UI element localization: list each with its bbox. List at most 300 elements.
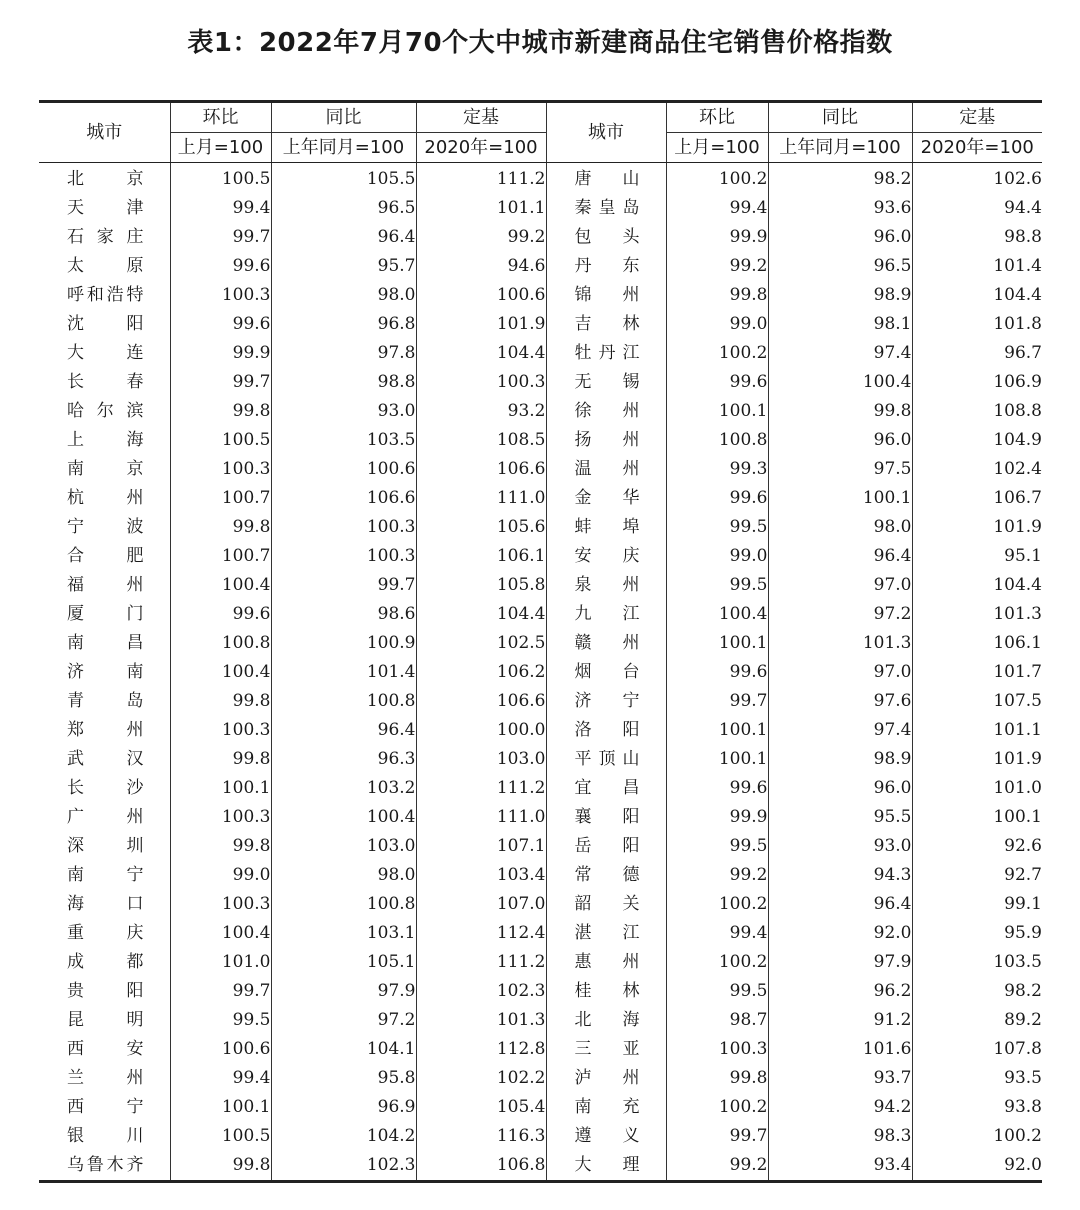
city-name: 锦 州 (574, 285, 640, 305)
yoy-value: 97.4 (768, 716, 912, 745)
yoy-value: 102.3 (271, 1151, 416, 1182)
header-fixed-left: 定基 (416, 102, 546, 133)
table-row (39, 803, 1042, 832)
mom-value: 100.5 (170, 426, 271, 455)
city-cell-right (546, 600, 666, 629)
city-cell-left (39, 455, 170, 484)
fixed-value: 106.2 (416, 658, 546, 687)
table-row (39, 397, 1042, 426)
table-row (39, 977, 1042, 1006)
fixed-value: 101.9 (416, 310, 546, 339)
city-cell-right (546, 1122, 666, 1151)
yoy-value: 103.0 (271, 832, 416, 861)
yoy-value: 103.5 (271, 426, 416, 455)
fixed-value: 108.8 (993, 401, 1042, 421)
city-cell-right (546, 687, 666, 716)
fixed-value: 98.8 (1004, 227, 1042, 247)
city-name: 秦 皇 岛 (574, 198, 640, 218)
mom-value: 101.0 (170, 948, 271, 977)
mom-value: 99.5 (666, 571, 768, 600)
yoy-value: 104.2 (271, 1122, 416, 1151)
yoy-value: 103.2 (271, 774, 416, 803)
city-name: 烟 台 (574, 662, 640, 682)
mom-value: 100.4 (170, 658, 271, 687)
city-name: 乌 鲁 木 齐 (67, 1155, 144, 1175)
fixed-value: 104.4 (416, 600, 546, 629)
table-row (39, 426, 1042, 455)
city-cell-right (546, 629, 666, 658)
fixed-value: 102.5 (416, 629, 546, 658)
city-cell-left (39, 774, 170, 803)
city-cell-right (546, 571, 666, 600)
city-name: 北 京 (67, 169, 144, 189)
yoy-value: 96.0 (768, 223, 912, 252)
yoy-value: 98.9 (768, 281, 912, 310)
table-title: 表1：2022年7月70个大中城市新建商品住宅销售价格指数 (187, 28, 893, 58)
city-name: 武 汉 (67, 749, 144, 769)
header-city-left: 城市 (39, 102, 170, 163)
city-name: 泉 州 (574, 575, 640, 595)
city-cell-right (546, 426, 666, 455)
city-name: 洛 阳 (574, 720, 640, 740)
mom-value: 100.2 (666, 890, 768, 919)
table-row (39, 484, 1042, 513)
fixed-value: 99.1 (1004, 894, 1042, 914)
yoy-value: 96.0 (768, 426, 912, 455)
yoy-value: 96.5 (768, 252, 912, 281)
mom-value: 99.8 (170, 1151, 271, 1182)
city-name: 呼 和 浩 特 (67, 285, 144, 305)
mom-value: 100.1 (666, 716, 768, 745)
fixed-value: 102.2 (416, 1064, 546, 1093)
city-name: 郑 州 (67, 720, 144, 740)
city-name: 西 宁 (67, 1097, 144, 1117)
yoy-value: 101.6 (768, 1035, 912, 1064)
mom-value: 100.5 (170, 163, 271, 195)
yoy-value: 97.4 (768, 339, 912, 368)
city-name: 贵 阳 (67, 981, 144, 1001)
yoy-value: 94.2 (768, 1093, 912, 1122)
fixed-value: 106.6 (416, 455, 546, 484)
mom-value: 99.6 (666, 774, 768, 803)
mom-value: 99.7 (666, 1122, 768, 1151)
city-name: 长 沙 (67, 778, 144, 798)
fixed-value: 101.4 (993, 256, 1042, 276)
city-cell-left (39, 513, 170, 542)
fixed-value: 107.8 (993, 1039, 1042, 1059)
fixed-value: 103.4 (416, 861, 546, 890)
city-cell-right (546, 658, 666, 687)
mom-value: 99.8 (170, 397, 271, 426)
yoy-value: 95.5 (768, 803, 912, 832)
yoy-value: 93.0 (271, 397, 416, 426)
fixed-value: 101.1 (416, 194, 546, 223)
mom-value: 99.7 (170, 977, 271, 1006)
table-row (39, 832, 1042, 861)
city-cell-right (546, 832, 666, 861)
mom-value: 99.8 (666, 1064, 768, 1093)
header-fixed-right: 定基 (912, 102, 1042, 133)
table-row (39, 339, 1042, 368)
yoy-value: 100.8 (271, 687, 416, 716)
city-name: 兰 州 (67, 1068, 144, 1088)
city-cell-left (39, 716, 170, 745)
yoy-value: 97.6 (768, 687, 912, 716)
city-cell-left (39, 629, 170, 658)
mom-value: 100.1 (666, 397, 768, 426)
city-name: 厦 门 (67, 604, 144, 624)
yoy-value: 98.8 (271, 368, 416, 397)
yoy-value: 93.6 (768, 194, 912, 223)
fixed-value: 101.3 (416, 1006, 546, 1035)
city-name: 南 宁 (67, 865, 144, 885)
mom-value: 99.5 (170, 1006, 271, 1035)
yoy-value: 93.0 (768, 832, 912, 861)
city-cell-left (39, 861, 170, 890)
fixed-value: 95.1 (1004, 546, 1042, 566)
yoy-value: 92.0 (768, 919, 912, 948)
city-cell-right (546, 223, 666, 252)
city-name: 上 海 (67, 430, 144, 450)
mom-value: 99.8 (170, 832, 271, 861)
city-name: 无 锡 (574, 372, 640, 392)
yoy-value: 98.0 (768, 513, 912, 542)
city-cell-right (546, 716, 666, 745)
mom-value: 100.3 (170, 455, 271, 484)
city-cell-left (39, 803, 170, 832)
yoy-value: 93.4 (768, 1151, 912, 1182)
mom-value: 100.4 (170, 571, 271, 600)
fixed-value: 108.5 (416, 426, 546, 455)
mom-value: 100.7 (170, 484, 271, 513)
city-name: 南 昌 (67, 633, 144, 653)
yoy-value: 93.7 (768, 1064, 912, 1093)
mom-value: 100.3 (170, 716, 271, 745)
fixed-value: 106.8 (416, 1151, 546, 1182)
city-name: 金 华 (574, 488, 640, 508)
city-name: 襄 阳 (574, 807, 640, 827)
city-cell-left (39, 194, 170, 223)
city-name: 徐 州 (574, 401, 640, 421)
fixed-value: 106.7 (993, 488, 1042, 508)
yoy-value: 100.4 (271, 803, 416, 832)
table-row (39, 861, 1042, 890)
yoy-value: 96.9 (271, 1093, 416, 1122)
fixed-value: 101.9 (993, 517, 1042, 537)
city-name: 蚌 埠 (574, 517, 640, 537)
city-name: 扬 州 (574, 430, 640, 450)
table-body (39, 163, 1042, 1182)
fixed-value: 101.3 (993, 604, 1042, 624)
city-cell-left (39, 163, 170, 195)
fixed-value: 111.2 (416, 774, 546, 803)
yoy-value: 100.3 (271, 542, 416, 571)
city-name: 包 头 (574, 227, 640, 247)
city-cell-right (546, 252, 666, 281)
fixed-value: 100.1 (993, 807, 1042, 827)
mom-value: 99.4 (170, 1064, 271, 1093)
mom-value: 99.2 (666, 252, 768, 281)
fixed-value: 105.8 (416, 571, 546, 600)
city-name: 丹 东 (574, 256, 640, 276)
fixed-value: 99.2 (416, 223, 546, 252)
mom-value: 99.6 (666, 658, 768, 687)
city-name: 重 庆 (67, 923, 144, 943)
city-name: 平 顶 山 (574, 749, 640, 769)
yoy-value: 105.1 (271, 948, 416, 977)
table-row (39, 513, 1042, 542)
city-name: 济 南 (67, 662, 144, 682)
header-mom-base-left: 上月=100 (170, 133, 271, 163)
city-cell-left (39, 281, 170, 310)
yoy-value: 97.0 (768, 658, 912, 687)
table-row (39, 716, 1042, 745)
mom-value: 99.2 (666, 861, 768, 890)
city-cell-right (546, 1006, 666, 1035)
city-cell-right (546, 861, 666, 890)
mom-value: 100.2 (666, 948, 768, 977)
city-cell-right (546, 281, 666, 310)
fixed-value: 112.8 (416, 1035, 546, 1064)
table-row (39, 310, 1042, 339)
yoy-value: 96.2 (768, 977, 912, 1006)
table-row (39, 658, 1042, 687)
city-cell-right (546, 484, 666, 513)
city-name: 赣 州 (574, 633, 640, 653)
city-name: 济 宁 (574, 691, 640, 711)
fixed-value: 100.2 (993, 1126, 1042, 1146)
yoy-value: 96.3 (271, 745, 416, 774)
mom-value: 100.8 (170, 629, 271, 658)
price-index-table (39, 100, 1042, 1183)
city-name: 遵 义 (574, 1126, 640, 1146)
fixed-value: 98.2 (1004, 981, 1042, 1001)
yoy-value: 100.4 (768, 368, 912, 397)
mom-value: 99.4 (666, 919, 768, 948)
table-row (39, 281, 1042, 310)
city-cell-left (39, 919, 170, 948)
mom-value: 99.6 (666, 368, 768, 397)
city-name: 成 都 (67, 952, 144, 972)
city-cell-right (546, 803, 666, 832)
yoy-value: 96.4 (768, 890, 912, 919)
city-name: 大 理 (574, 1155, 640, 1175)
table-row (39, 223, 1042, 252)
fixed-value: 100.6 (416, 281, 546, 310)
city-cell-left (39, 1006, 170, 1035)
yoy-value: 96.0 (768, 774, 912, 803)
header-fixed-base-right: 2020年=100 (912, 133, 1042, 163)
table-row (39, 745, 1042, 774)
mom-value: 99.4 (170, 194, 271, 223)
fixed-value: 101.7 (993, 662, 1042, 682)
city-cell-left (39, 426, 170, 455)
city-name: 桂 林 (574, 981, 640, 1001)
fixed-value: 116.3 (416, 1122, 546, 1151)
mom-value: 100.3 (170, 803, 271, 832)
mom-value: 99.9 (666, 803, 768, 832)
table-row (39, 1035, 1042, 1064)
table-row (39, 542, 1042, 571)
city-cell-right (546, 1151, 666, 1182)
mom-value: 100.2 (666, 163, 768, 195)
table-row (39, 163, 1042, 195)
city-name: 沈 阳 (67, 314, 144, 334)
city-name: 银 川 (67, 1126, 144, 1146)
fixed-value: 101.1 (993, 720, 1042, 740)
mom-value: 99.7 (170, 223, 271, 252)
city-name: 湛 江 (574, 923, 640, 943)
mom-value: 99.6 (170, 252, 271, 281)
mom-value: 100.1 (170, 1093, 271, 1122)
city-cell-right (546, 774, 666, 803)
table-row (39, 368, 1042, 397)
city-name: 宁 波 (67, 517, 144, 537)
fixed-value: 107.1 (416, 832, 546, 861)
yoy-value: 97.0 (768, 571, 912, 600)
yoy-value: 97.9 (271, 977, 416, 1006)
city-cell-left (39, 397, 170, 426)
city-name: 合 肥 (67, 546, 144, 566)
header-yoy-base-right: 上年同月=100 (768, 133, 912, 163)
city-cell-left (39, 1122, 170, 1151)
city-cell-left (39, 223, 170, 252)
mom-value: 99.6 (170, 310, 271, 339)
yoy-value: 97.5 (768, 455, 912, 484)
header-mom-right: 环比 (666, 102, 768, 133)
city-cell-right (546, 368, 666, 397)
city-name: 温 州 (574, 459, 640, 479)
mom-value: 100.6 (170, 1035, 271, 1064)
mom-value: 100.2 (666, 339, 768, 368)
fixed-value: 103.5 (993, 952, 1042, 972)
header-yoy-base-left: 上年同月=100 (271, 133, 416, 163)
yoy-value: 96.4 (271, 716, 416, 745)
city-name: 石 家 庄 (67, 227, 144, 247)
mom-value: 99.8 (666, 281, 768, 310)
mom-value: 100.1 (666, 745, 768, 774)
yoy-value: 97.9 (768, 948, 912, 977)
fixed-value: 101.8 (993, 314, 1042, 334)
mom-value: 99.0 (666, 310, 768, 339)
yoy-value: 95.8 (271, 1064, 416, 1093)
mom-value: 100.3 (170, 890, 271, 919)
city-cell-left (39, 600, 170, 629)
mom-value: 99.6 (170, 600, 271, 629)
fixed-value: 106.6 (416, 687, 546, 716)
yoy-value: 97.8 (271, 339, 416, 368)
header-yoy-right: 同比 (768, 102, 912, 133)
yoy-value: 98.0 (271, 281, 416, 310)
table-row (39, 1151, 1042, 1182)
yoy-value: 100.3 (271, 513, 416, 542)
city-cell-left (39, 484, 170, 513)
fixed-value: 100.0 (416, 716, 546, 745)
yoy-value: 98.3 (768, 1122, 912, 1151)
city-name: 长 春 (67, 372, 144, 392)
mom-value: 98.7 (666, 1006, 768, 1035)
mom-value: 99.4 (666, 194, 768, 223)
city-cell-right (546, 919, 666, 948)
fixed-value: 93.8 (1004, 1097, 1042, 1117)
yoy-value: 106.6 (271, 484, 416, 513)
mom-value: 99.9 (666, 223, 768, 252)
mom-value: 100.1 (170, 774, 271, 803)
fixed-value: 95.9 (1004, 923, 1042, 943)
mom-value: 99.5 (666, 513, 768, 542)
mom-value: 100.2 (666, 1093, 768, 1122)
yoy-value: 99.8 (768, 397, 912, 426)
city-name: 唐 山 (574, 169, 640, 189)
city-cell-right (546, 890, 666, 919)
yoy-value: 101.3 (768, 629, 912, 658)
city-name: 昆 明 (67, 1010, 144, 1030)
fixed-value: 111.0 (416, 803, 546, 832)
mom-value: 99.2 (666, 1151, 768, 1182)
mom-value: 99.0 (170, 861, 271, 890)
yoy-value: 96.4 (768, 542, 912, 571)
mom-value: 100.7 (170, 542, 271, 571)
table-row (39, 455, 1042, 484)
mom-value: 99.5 (666, 977, 768, 1006)
city-name: 泸 州 (574, 1068, 640, 1088)
table-row (39, 1093, 1042, 1122)
city-cell-right (546, 513, 666, 542)
mom-value: 99.8 (170, 513, 271, 542)
fixed-value: 101.9 (993, 749, 1042, 769)
city-cell-right (546, 1035, 666, 1064)
city-cell-left (39, 687, 170, 716)
yoy-value: 103.1 (271, 919, 416, 948)
city-cell-right (546, 542, 666, 571)
fixed-value: 111.2 (416, 163, 546, 195)
header-mom-base-right: 上月=100 (666, 133, 768, 163)
header-mom-left: 环比 (170, 102, 271, 133)
fixed-value: 106.1 (416, 542, 546, 571)
fixed-value: 111.0 (416, 484, 546, 513)
fixed-value: 102.3 (416, 977, 546, 1006)
city-cell-left (39, 1064, 170, 1093)
city-name: 深 圳 (67, 836, 144, 856)
table-row (39, 629, 1042, 658)
mom-value: 99.8 (170, 745, 271, 774)
city-cell-left (39, 1035, 170, 1064)
mom-value: 100.1 (666, 629, 768, 658)
city-name: 常 德 (574, 865, 640, 885)
fixed-value: 92.0 (1004, 1155, 1042, 1175)
city-name: 哈 尔 滨 (67, 401, 144, 421)
city-cell-left (39, 658, 170, 687)
fixed-value: 94.4 (1004, 198, 1042, 218)
fixed-value: 104.9 (993, 430, 1042, 450)
fixed-value: 100.3 (416, 368, 546, 397)
yoy-value: 98.0 (271, 861, 416, 890)
city-name: 吉 林 (574, 314, 640, 334)
yoy-value: 98.2 (768, 163, 912, 195)
mom-value: 100.8 (666, 426, 768, 455)
fixed-value: 102.6 (993, 169, 1042, 189)
yoy-value: 100.9 (271, 629, 416, 658)
fixed-value: 112.4 (416, 919, 546, 948)
fixed-value: 102.4 (993, 459, 1042, 479)
yoy-value: 97.2 (271, 1006, 416, 1035)
city-cell-left (39, 948, 170, 977)
city-name: 广 州 (67, 807, 144, 827)
city-cell-left (39, 977, 170, 1006)
city-name: 大 连 (67, 343, 144, 363)
fixed-value: 93.5 (1004, 1068, 1042, 1088)
yoy-value: 96.5 (271, 194, 416, 223)
